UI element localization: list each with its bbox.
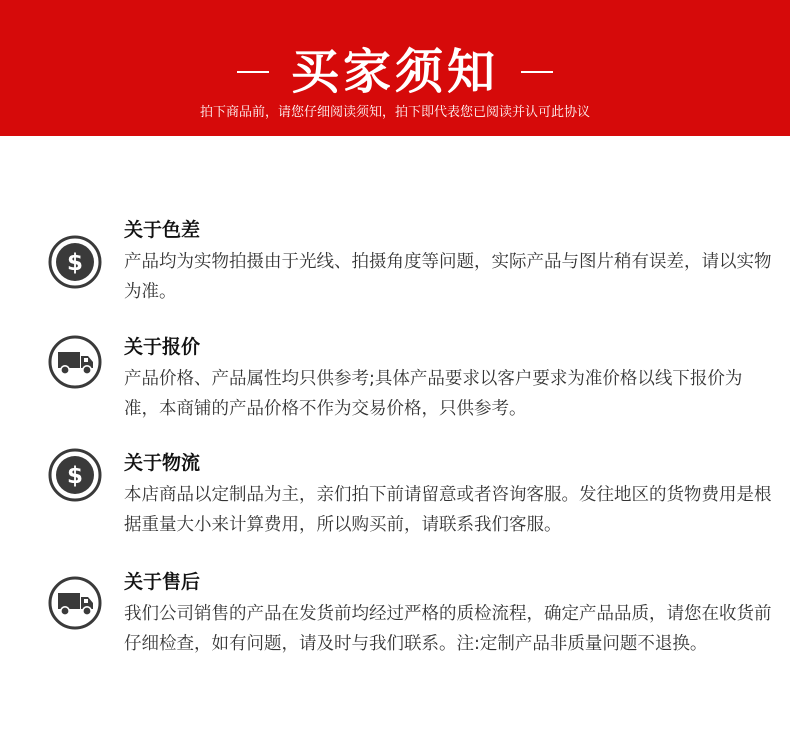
dollar-icon [48, 235, 102, 289]
section-title: 关于售后 [124, 571, 201, 593]
svg-text:$: $ [66, 463, 84, 489]
truck-icon [48, 335, 102, 389]
section-title: 关于物流 [124, 452, 201, 474]
section-logistics [0, 451, 790, 551]
header-banner [0, 0, 790, 136]
section-body: 产品价格、产品属性均只供参考;具体产品要求以客户要求为准价格以线下报价为准，本商铺的产品价格不作为交易价格，只供参考。 [124, 369, 743, 419]
banner-title-row [0, 42, 790, 102]
dollar-icon [48, 448, 102, 502]
section-color-difference [0, 216, 790, 316]
section-body: 我们公司销售的产品在发货前均经过严格的质检流程，确定产品品质，请您在收货前仔细检查，如有问题，请及时与我们联系。注:定制产品非质量问题不退换。 [124, 604, 772, 654]
truck-icon [48, 576, 102, 630]
banner-divider-right [521, 71, 553, 73]
banner-subtitle: 拍下商品前，请您仔细阅读须知，拍下即代表您已阅读并认可此协议 [199, 105, 590, 120]
page-title: 买家须知 [290, 44, 499, 100]
section-title: 关于报价 [124, 336, 201, 358]
section-after-sales [0, 570, 790, 700]
section-pricing [0, 333, 790, 433]
section-title: 关于色差 [124, 219, 201, 241]
section-body: 产品均为实物拍摄由于光线、拍摄角度等问题，实际产品与图片稍有误差，请以实物为准。 [124, 252, 772, 302]
banner-divider-left [237, 71, 269, 73]
section-body: 本店商品以定制品为主，亲们拍下前请留意或者咨询客服。发往地区的货物费用是根据重量大小来计算费用，所以购买前，请联系我们客服。 [124, 485, 772, 535]
svg-text:$: $ [66, 250, 84, 276]
